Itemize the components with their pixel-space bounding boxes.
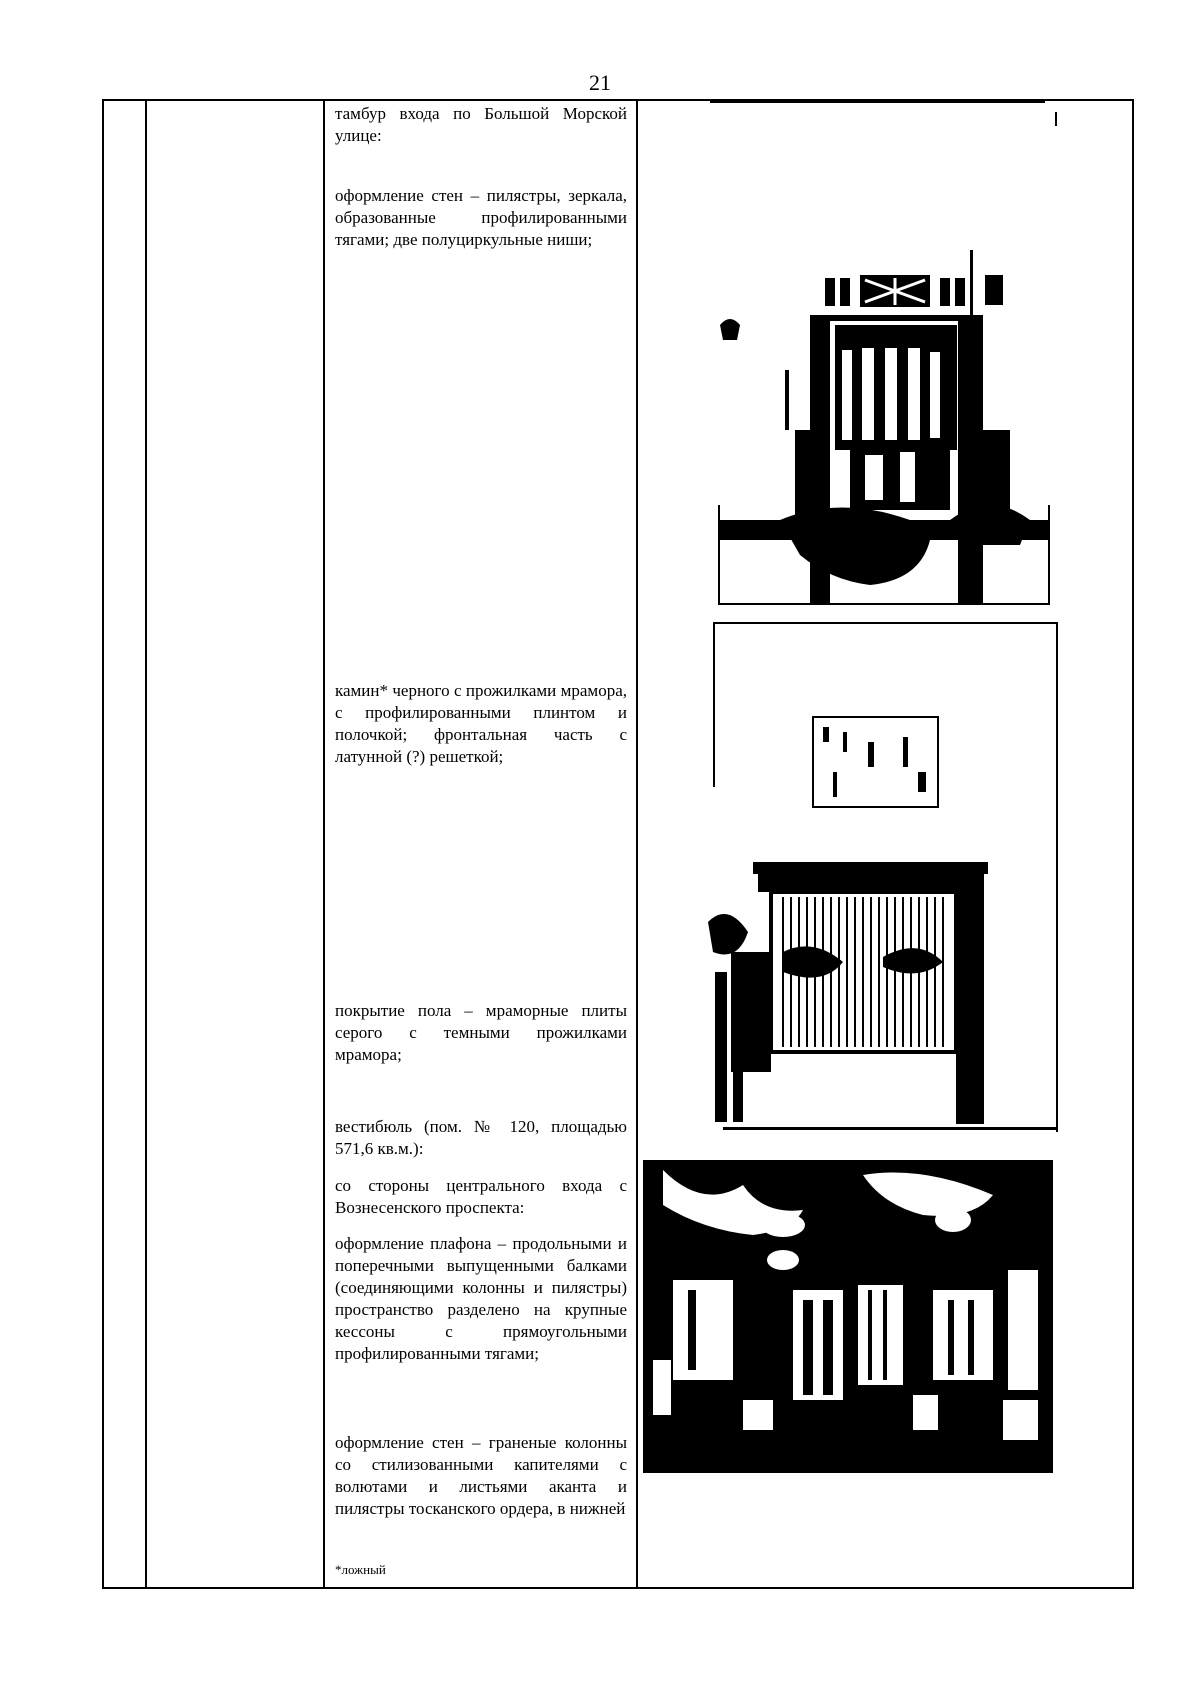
description-walls: оформление стен – пилястры, зеркала, образованные профилированными тягами; две полуциркульные ниши;: [335, 186, 627, 249]
photo-fireplace: [703, 622, 1058, 1132]
description-fireplace: камин* черного с прожилками мрамора, с профилированными плинтом и полочкой; фронтальная часть с латунной (?) решеткой;: [335, 681, 627, 766]
description-columns: оформление стен – граненые колонны со стилизованными капителями с волютами и листьями аканта и пилястры тосканского ордера, в нижней: [335, 1433, 627, 1518]
photo-vestibule-doors: [700, 100, 1060, 605]
description-central-entrance: со стороны центрального входа с Вознесенского проспекта:: [335, 1176, 627, 1217]
column-divider-1: [145, 99, 147, 1589]
page-number: 21: [589, 70, 611, 95]
column-divider-3: [636, 99, 638, 1589]
description-vestibule-room: вестибюль (пом. № 120, площадью 571,6 кв.м.):: [335, 1117, 627, 1158]
column-divider-2: [323, 99, 325, 1589]
description-ceiling: оформление плафона – продольными и поперечными выпущенными балками (соединяющими колонны и пилястры) пространство разделено на крупные кессоны с прямоугольными профилированными тягами;: [335, 1234, 627, 1363]
footnote: *ложный: [335, 1562, 386, 1577]
description-floor: покрытие пола – мраморные плиты серого с темными прожилками мрамора;: [335, 1001, 627, 1064]
photo-vestibule-hall: [643, 1160, 1053, 1473]
description-vestibule-entrance: тамбур входа по Большой Морской улице:: [335, 104, 627, 145]
